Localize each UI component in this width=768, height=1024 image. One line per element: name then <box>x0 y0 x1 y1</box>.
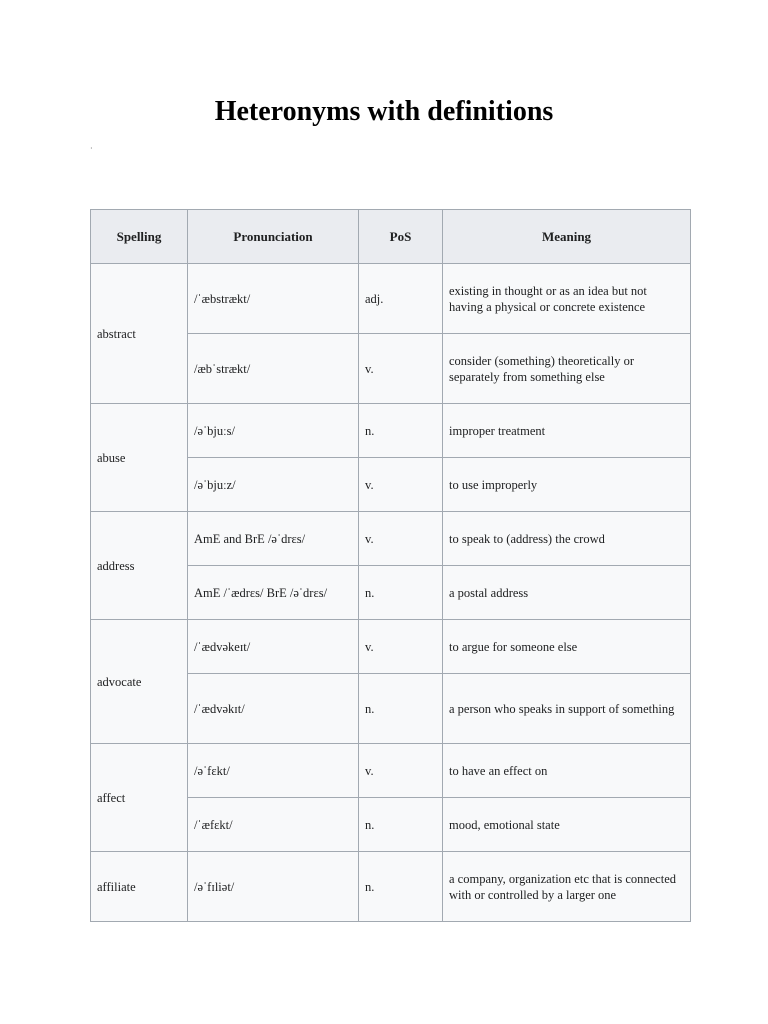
meaning-cell: a postal address <box>443 566 691 620</box>
meaning-cell: to have an effect on <box>443 744 691 798</box>
meaning-cell: a person who speaks in support of something <box>443 674 691 744</box>
pronunciation-cell: /əˈfɛkt/ <box>188 744 359 798</box>
spelling-cell: abuse <box>91 404 188 512</box>
pos-cell: n. <box>359 566 443 620</box>
meaning-cell: improper treatment <box>443 404 691 458</box>
pronunciation-cell: /ˈæbstrækt/ <box>188 264 359 334</box>
meaning-cell: a company, organization etc that is connected with or controlled by a larger one <box>443 852 691 922</box>
spelling-cell: address <box>91 512 188 620</box>
page-title: Heteronyms with definitions <box>214 96 554 127</box>
spelling-cell: abstract <box>91 264 188 404</box>
meaning-cell: existing in thought or as an idea but not having a physical or concrete existence <box>443 264 691 334</box>
pronunciation-cell: /əˈbjuːz/ <box>188 458 359 512</box>
pos-cell: n. <box>359 674 443 744</box>
meaning-cell: to use improperly <box>443 458 691 512</box>
header-spelling: Spelling <box>91 210 188 264</box>
stray-dot: · <box>90 144 93 153</box>
pronunciation-cell: /əˈfɪliət/ <box>188 852 359 922</box>
pos-cell: adj. <box>359 264 443 334</box>
spelling-cell: affiliate <box>91 852 188 922</box>
spelling-cell: advocate <box>91 620 188 744</box>
table-row <box>91 264 691 334</box>
heteronyms-table <box>90 209 691 922</box>
pos-cell: v. <box>359 334 443 404</box>
pronunciation-cell: AmE and BrE /əˈdrɛs/ <box>188 512 359 566</box>
table-row <box>91 852 691 922</box>
spelling-cell: affect <box>91 744 188 852</box>
pronunciation-cell: /əˈbjuːs/ <box>188 404 359 458</box>
pos-cell: v. <box>359 620 443 674</box>
header-meaning: Meaning <box>443 210 691 264</box>
header-pos: PoS <box>359 210 443 264</box>
pronunciation-cell: /ˈædvəkeɪt/ <box>188 620 359 674</box>
table-row <box>91 512 691 566</box>
pos-cell: n. <box>359 798 443 852</box>
table-row <box>91 744 691 798</box>
pos-cell: v. <box>359 744 443 798</box>
meaning-cell: to argue for someone else <box>443 620 691 674</box>
meaning-cell: consider (something) theoretically or separately from something else <box>443 334 691 404</box>
pos-cell: n. <box>359 404 443 458</box>
pronunciation-cell: AmE /ˈædrɛs/ BrE /əˈdrɛs/ <box>188 566 359 620</box>
header-row <box>91 210 691 264</box>
table-row <box>91 404 691 458</box>
pronunciation-cell: /ˈædvəkɪt/ <box>188 674 359 744</box>
meaning-cell: to speak to (address) the crowd <box>443 512 691 566</box>
header-pronunciation: Pronunciation <box>188 210 359 264</box>
pos-cell: v. <box>359 512 443 566</box>
table-row <box>91 620 691 674</box>
pronunciation-cell: /ˈæfɛkt/ <box>188 798 359 852</box>
pos-cell: v. <box>359 458 443 512</box>
pronunciation-cell: /æbˈstrækt/ <box>188 334 359 404</box>
pos-cell: n. <box>359 852 443 922</box>
meaning-cell: mood, emotional state <box>443 798 691 852</box>
